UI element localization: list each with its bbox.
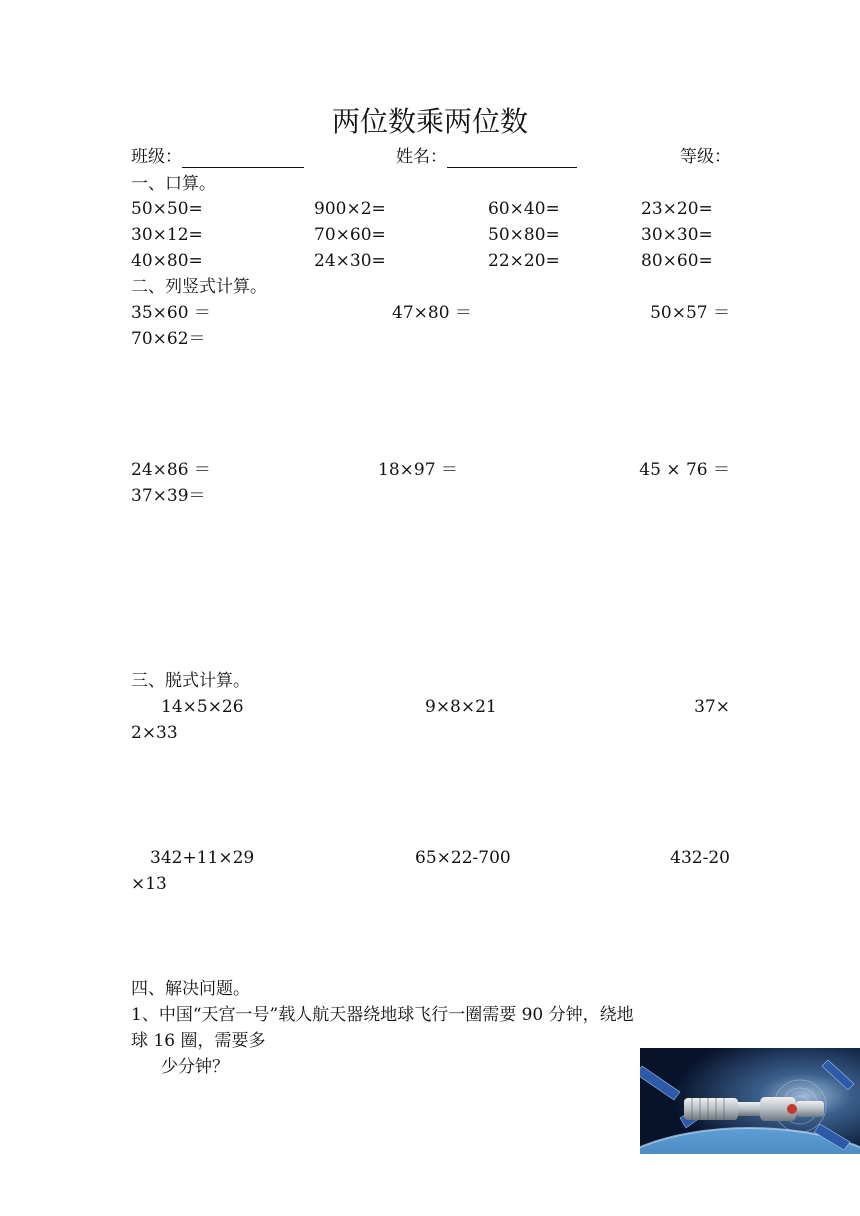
section1-heading: 一、口算。 [131,174,216,194]
section3-heading: 三、脱式计算。 [131,671,250,691]
oral-item: 60×40= [488,199,560,219]
word-problem-line: 少分钟？ [161,1057,229,1077]
name-blank[interactable] [447,149,577,168]
oral-item: 30×12= [131,225,203,245]
oral-item: 50×80= [488,225,560,245]
vertical-calc-item: 45 × 76 ＝ [639,460,730,480]
vertical-calc-item: 47×80 ＝ [392,303,472,323]
stepwise-calc-item: 9×8×21 [425,697,497,717]
oral-item: 30×30= [641,225,713,245]
name-field [396,146,577,168]
stepwise-calc-item: 342+11×29 [150,848,255,868]
class-label: 班级： [131,147,182,167]
space-station-image [640,1048,860,1154]
oral-item: 22×20= [488,251,560,271]
name-label: 姓名： [396,147,447,167]
oral-item: 900×2= [314,199,386,219]
space-station-icon [640,1048,860,1154]
class-field [131,146,304,168]
oral-item: 24×30= [314,251,386,271]
oral-item: 80×60= [641,251,713,271]
vertical-calc-item: 35×60 ＝ [131,303,211,323]
vertical-calc-item: 37×39＝ [131,486,206,506]
vertical-calc-item: 50×57 ＝ [650,303,730,323]
word-problem-line: 球 16 圈，需要多 [131,1031,266,1051]
section4-heading: 四、解决问题。 [131,979,250,999]
vertical-calc-item: 24×86 ＝ [131,460,211,480]
oral-item: 70×60= [314,225,386,245]
stepwise-calc-item: 432-20 [670,848,730,868]
page-title: 两位数乘两位数 [331,105,528,138]
stepwise-calc-item: ×13 [131,874,167,894]
stepwise-calc-item: 65×22-700 [415,848,511,868]
stepwise-calc-item: 37× [694,697,730,717]
stepwise-calc-item: 14×5×26 [161,697,244,717]
vertical-calc-item: 70×62＝ [131,329,206,349]
oral-item: 40×80= [131,251,203,271]
grade-label: 等级： [680,147,731,167]
stepwise-calc-item: 2×33 [131,723,178,743]
word-problem-line: 1、中国“天宫一号”载人航天器绕地球飞行一圈需要 90 分钟，绕地 [131,1005,634,1025]
section2-heading: 二、列竖式计算。 [131,277,267,297]
oral-item: 23×20= [641,199,713,219]
vertical-calc-item: 18×97 ＝ [378,460,458,480]
oral-item: 50×50= [131,199,203,219]
class-blank[interactable] [182,149,304,168]
